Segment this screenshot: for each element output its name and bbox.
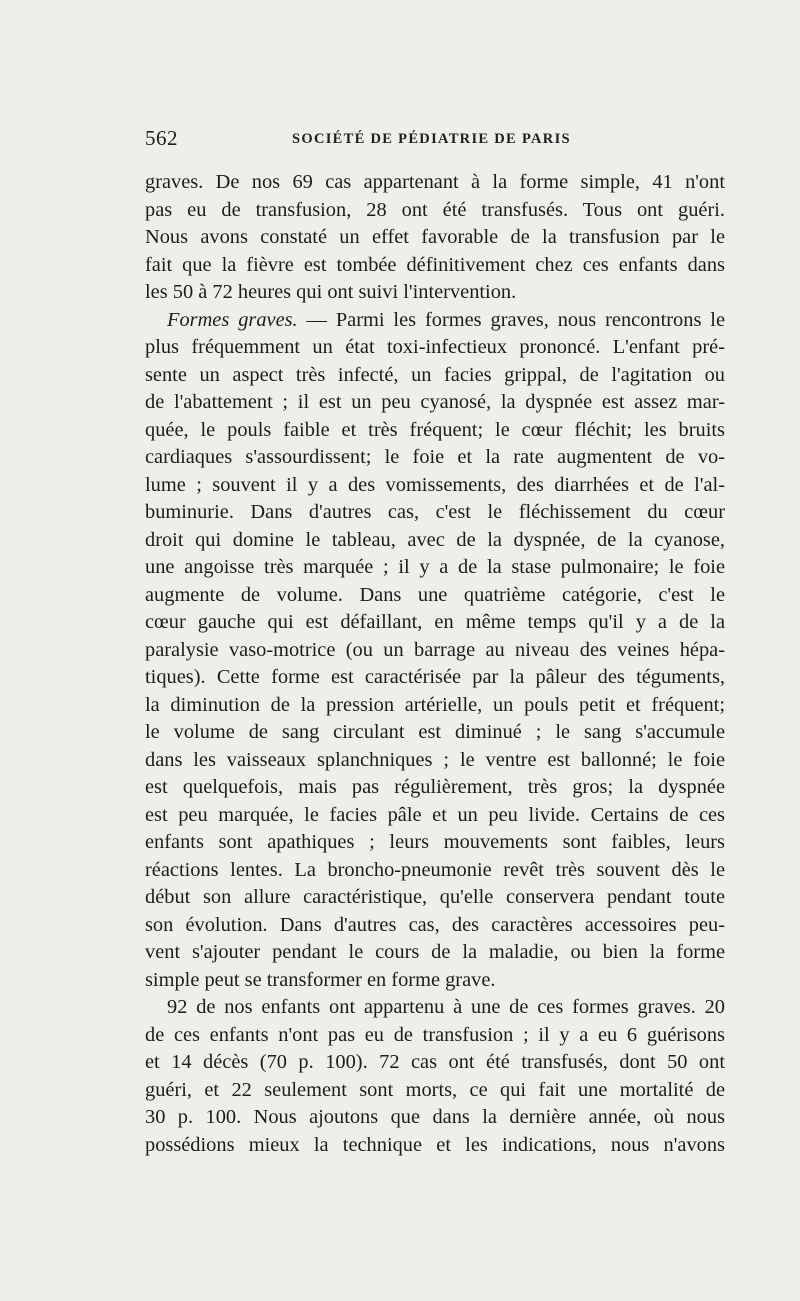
text-line: cœur gauche qui est défaillant, en même temps qu'il y a de la	[145, 611, 725, 633]
text-line: guéri, et 22 seulement sont morts, ce qui fait une mortalité de	[145, 1078, 725, 1101]
text-line: le volume de sang circulant est diminué ; le sang s'accumule	[145, 721, 725, 743]
text-line: pas eu de transfusion, 28 ont été transfusés. Tous ont guéri.	[145, 198, 725, 221]
text-line: la diminution de la pression artérielle, un pouls petit et fréquent;	[145, 693, 725, 716]
paragraph-3	[145, 994, 725, 1159]
text-line: les 50 à 72 heures qui ont suivi l'intervention.	[145, 281, 517, 303]
text-line: 92 de nos enfants ont appartenu à une de ces formes graves. 20	[167, 996, 725, 1018]
paragraph-1	[145, 169, 725, 307]
text-line: augmente de volume. Dans une quatrième catégorie, c'est le	[145, 583, 725, 606]
text-line: sente un aspect très infecté, un facies grippal, de l'agitation ou	[145, 363, 725, 386]
text-line: vent s'ajouter pendant le cours de la maladie, ou bien la forme	[145, 941, 725, 963]
section-lead-text: — Parmi les formes graves, nous rencontrons le	[297, 308, 725, 331]
text-line: est quelquefois, mais pas régulièrement, très gros; la dyspnée	[145, 776, 725, 798]
text-line: quée, le pouls faible et très fréquent; le cœur fléchit; les bruits	[145, 418, 725, 441]
text-line: début son allure caractéristique, qu'elle conservera pendant toute	[145, 886, 725, 908]
body-text	[145, 169, 725, 1159]
text-line: plus fréquemment un état toxi-infectieux prononcé. L'enfant pré-	[145, 336, 725, 358]
text-line: cardiaques s'assourdissent; le foie et la rate augmentent de vo-	[145, 446, 725, 468]
text-line: de ces enfants n'ont pas eu de transfusion ; il y a eu 6 guérisons	[145, 1023, 725, 1046]
text-line: et 14 décès (70 p. 100). 72 cas ont été transfusés, dont 50 ont	[145, 1051, 725, 1073]
text-line: fait que la fièvre est tombée définitivement chez ces enfants dans	[145, 253, 725, 276]
text-line: tiques). Cette forme est caractérisée par la pâleur des téguments,	[145, 666, 725, 688]
text-line: de l'abattement ; il est un peu cyanosé, la dyspnée est assez mar-	[145, 391, 725, 413]
text-line: possédions mieux la technique et les indications, nous n'avons	[145, 1133, 725, 1156]
text-line: réactions lentes. La broncho-pneumonie revêt très souvent dès le	[145, 858, 725, 881]
text-line: est peu marquée, le facies pâle et un peu livide. Certains de ces	[145, 803, 725, 826]
text-line: paralysie vaso-motrice (ou un barrage au niveau des veines hépa-	[145, 638, 725, 661]
text-line: droit qui domine le tableau, avec de la dyspnée, de la cyanose,	[145, 528, 725, 551]
running-title: SOCIÉTÉ DE PÉDIATRIE DE PARIS	[292, 131, 571, 147]
text-line: simple peut se transformer en forme grave.	[145, 968, 496, 991]
text-line: 30 p. 100. Nous ajoutons que dans la dernière année, où nous	[145, 1106, 725, 1128]
text-line: dans les vaisseaux splanchniques ; le ventre est ballonné; le foie	[145, 748, 725, 771]
text-line: lume ; souvent il y a des vomissements, des diarrhées et de l'al-	[145, 473, 725, 496]
text-line: buminurie. Dans d'autres cas, c'est le fléchissement du cœur	[145, 501, 725, 523]
section-lead-italic: Formes graves.	[167, 308, 298, 331]
page-number: 562	[145, 126, 178, 150]
text-line: graves. De nos 69 cas appartenant à la forme simple, 41 n'ont	[145, 171, 725, 193]
text-line: une angoisse très marquée ; il y a de la stase pulmonaire; le foie	[145, 556, 725, 578]
paragraph-2	[145, 307, 725, 995]
text-line: son évolution. Dans d'autres cas, des caractères accessoires peu-	[145, 913, 725, 936]
text-line: Nous avons constaté un effet favorable de la transfusion par le	[145, 226, 725, 248]
page-header	[145, 126, 725, 156]
text-line: enfants sont apathiques ; leurs mouvements sont faibles, leurs	[145, 831, 725, 853]
text-line	[145, 307, 725, 335]
